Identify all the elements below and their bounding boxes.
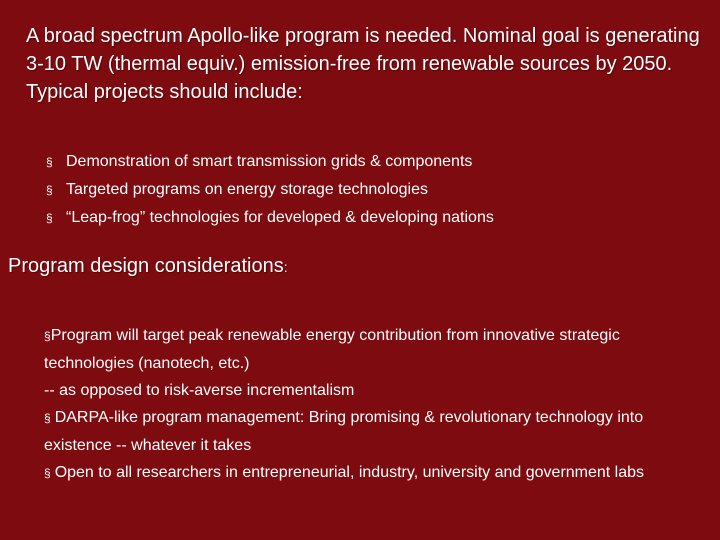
project-item-text: Targeted programs on energy storage technologies bbox=[66, 181, 428, 198]
consideration-text: Program will target peak renewable energy contribution from innovative strategic technologies (nanotech, etc.) bbox=[44, 327, 620, 372]
design-heading bbox=[8, 252, 288, 281]
bullet-marker-icon: § bbox=[44, 329, 51, 343]
consideration-note: -- as opposed to risk-averse incrementalism bbox=[44, 382, 355, 399]
bullet-marker-icon: § bbox=[46, 183, 53, 197]
consideration-text: Open to all researchers in entrepreneurial, industry, university and government labs bbox=[54, 464, 645, 481]
design-heading-text: Program design considerations bbox=[8, 255, 284, 277]
list-item bbox=[46, 204, 494, 232]
design-heading-colon: : bbox=[283, 259, 288, 275]
bullet-marker-icon: § bbox=[44, 411, 51, 425]
intro-paragraph: A broad spectrum Apollo-like program is needed. Nominal goal is generating 3-10 TW (thermal equiv.) emission-free from renewable sources by 2050. Typical projects should include: bbox=[26, 25, 700, 103]
project-item-text: “Leap-frog” technologies for developed & developing nations bbox=[66, 209, 494, 226]
list-item bbox=[44, 322, 704, 377]
list-item bbox=[44, 459, 704, 487]
project-bullet-list bbox=[46, 148, 494, 232]
consideration-text: DARPA-like program management: Bring promising & revolutionary technology into existence -- whatever it takes bbox=[44, 409, 644, 454]
list-item bbox=[44, 404, 704, 459]
considerations-list bbox=[44, 322, 704, 487]
list-item bbox=[46, 148, 494, 176]
bullet-marker-icon: § bbox=[46, 211, 53, 225]
bullet-marker-icon: § bbox=[44, 466, 51, 480]
bullet-marker-icon: § bbox=[46, 155, 53, 169]
project-item-text: Demonstration of smart transmission grids & components bbox=[66, 153, 473, 170]
list-item bbox=[46, 176, 494, 204]
